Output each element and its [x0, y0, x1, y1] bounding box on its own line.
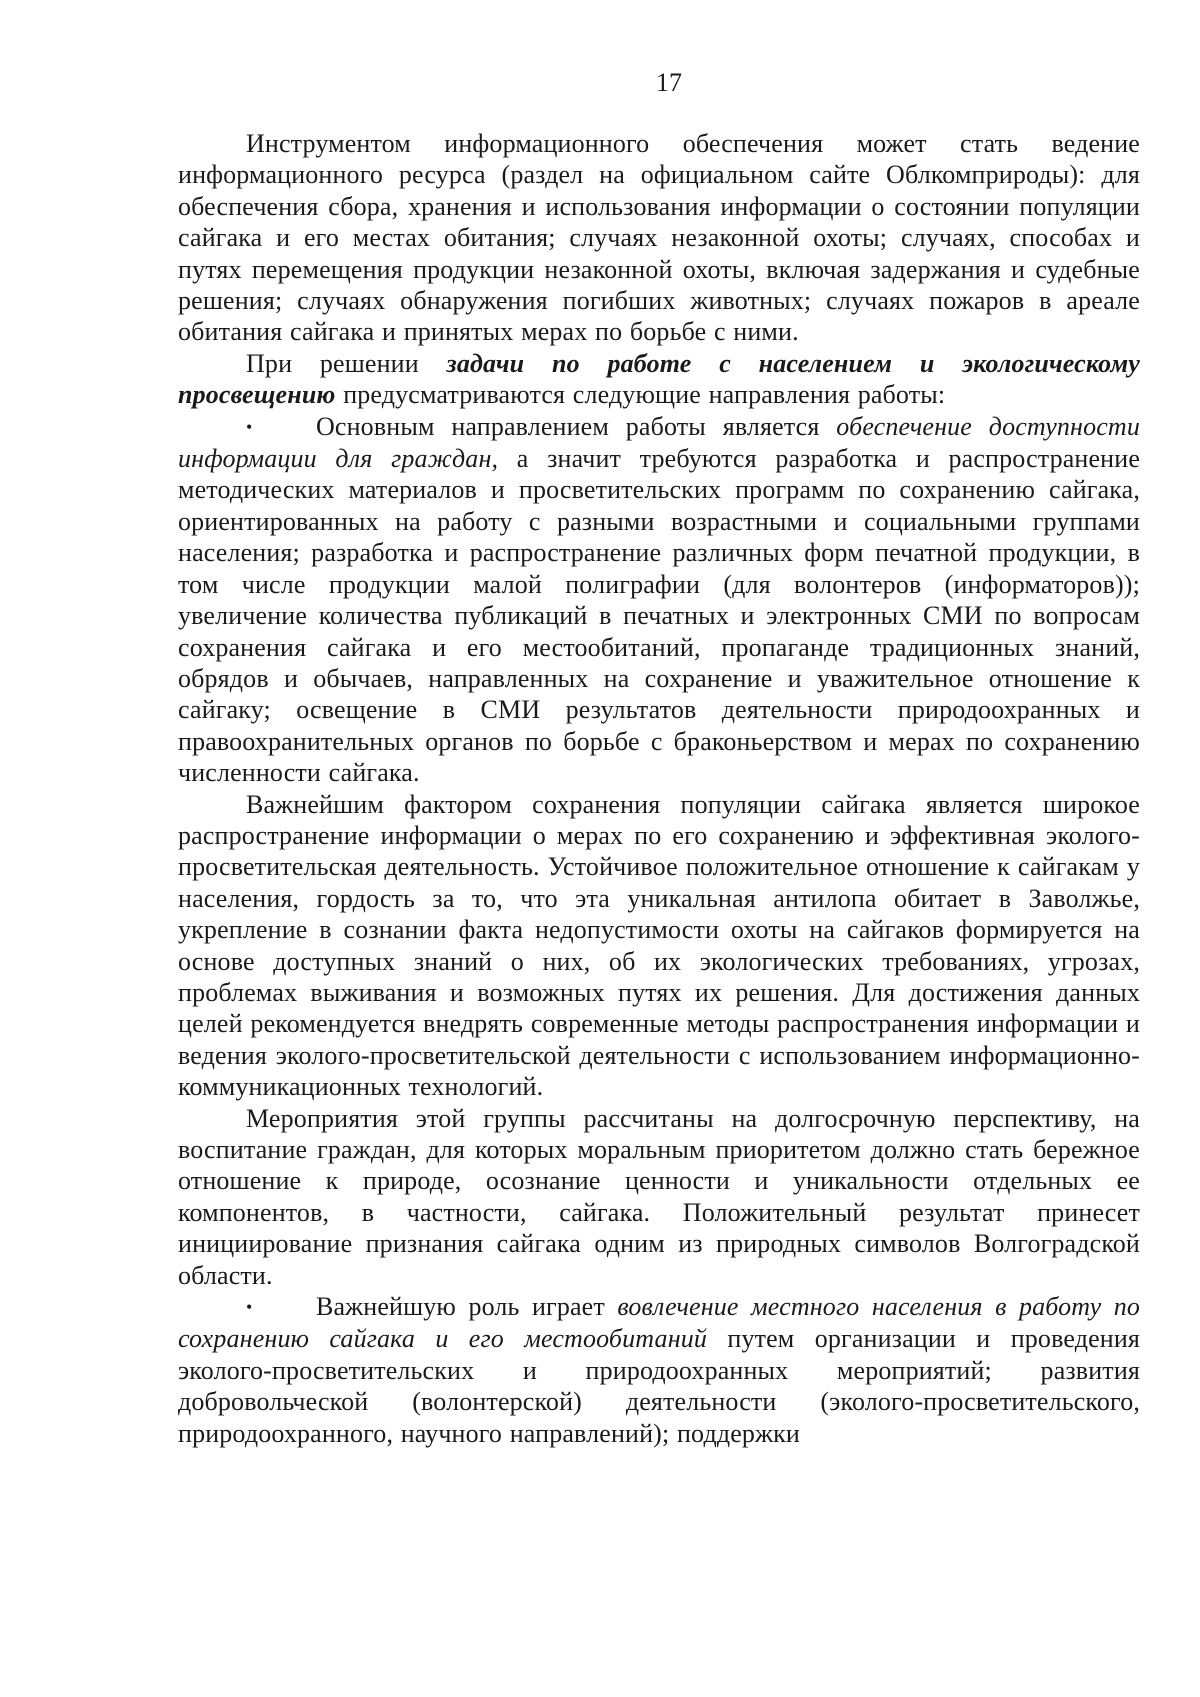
emphasized-text: вовлечение местного населения в работу по сохранению сайгака и его местообитаний	[178, 1292, 1140, 1354]
paragraph-key-factor	[178, 789, 1140, 1103]
paragraph-text: Важнейшую роль играет	[316, 1292, 618, 1322]
paragraph-text: Основным направлением работы является	[316, 411, 837, 441]
paragraph-long-term-measures	[178, 1103, 1140, 1291]
paragraph-text: Мероприятия этой группы рассчитаны на долгосрочную перспективу, на воспитание граждан, для которых моральным приоритетом должно стать бережное отношение к природе, осознание ценности и уникальности отдельных ее компонентов, в частности, сайгака. Положительный результат принесет инициирование признания сайгака одним из природных символов Волгоградской области.	[178, 1103, 1140, 1290]
paragraph-text: Инструментом информационного обеспечения может стать ведение информационного ресурса (раздел на официальном сайте Облкомприроды): для обеспечения сбора, хранения и использования информации о состоянии популяции сайгака и его местах обитания; случаях незаконной охоты; случаях, способах и путях перемещения продукции незаконной охоты, включая задержания и судебные решения; случаях обнаружения погибших животных; случаях пожаров в ареале обитания сайгака и принятых мерах по борьбе с ними.	[178, 129, 1140, 347]
paragraph-text: путем организации и проведения эколого-просветительских и природоохранных мероприятий; развития добровольческой (волонтерской) деятельности (эколого-просветительского, природоохранного, научного направлений); поддержки	[178, 1324, 1140, 1448]
bullet-icon: •	[246, 416, 253, 437]
paragraph-information-resource	[178, 128, 1140, 348]
paragraph-text: а значит требуются разработка и распространение методических материалов и просветительских программ по сохранению сайгака, ориентированных на работу с разными возрастными и социальными группами населения; разработка и распространение различных форм печатной продукции, в том числе продукции малой полиграфии (для волонтеров (информаторов)); увеличение количества публикаций в печатных и электронных СМИ по вопросам сохранения сайгака и его местообитаний, пропаганде традиционных знаний, обрядов и обычаев, направленных на сохранение и уважительное отношение к сайгаку; освещение в СМИ результатов деятельности природоохранных и правоохранительных органов по борьбе с браконьерством и мерах по сохранению численности сайгака.	[178, 444, 1141, 788]
paragraph-text: При решении	[246, 348, 447, 378]
bullet-icon: •	[246, 1297, 253, 1318]
bullet-item-information-access	[178, 411, 1140, 789]
page-number: 17	[656, 68, 682, 97]
paragraph-text: предусматриваются следующие направления работы:	[335, 380, 946, 410]
paragraph-text: Важнейшим фактором сохранения популяции сайгака является широкое распространение информации о мерах по его сохранению и эффективная эколого-просветительская деятельность. Устойчивое положительное отношение к сайгакам у населения, гордость за то, что эта уникальная антилопа обитает в Заволжье, укрепление в сознании факта недопустимости охоты на сайгаков формируется на основе доступных знаний о них, об их экологических требованиях, угрозах, проблемах выживания и возможных путях их решения. Для достижения данных целей рекомендуется внедрять современные методы распространения информации и ведения эколого-просветительской деятельности с использованием информационно-коммуникационных технологий.	[178, 789, 1140, 1102]
bullet-item-local-involvement	[178, 1291, 1140, 1449]
emphasized-task: задачи по работе с населением и экологическому просвещению	[178, 348, 1140, 410]
paragraph-tasks-intro	[178, 348, 1140, 411]
emphasized-text: обеспечение доступности информации для граждан,	[178, 411, 1141, 474]
